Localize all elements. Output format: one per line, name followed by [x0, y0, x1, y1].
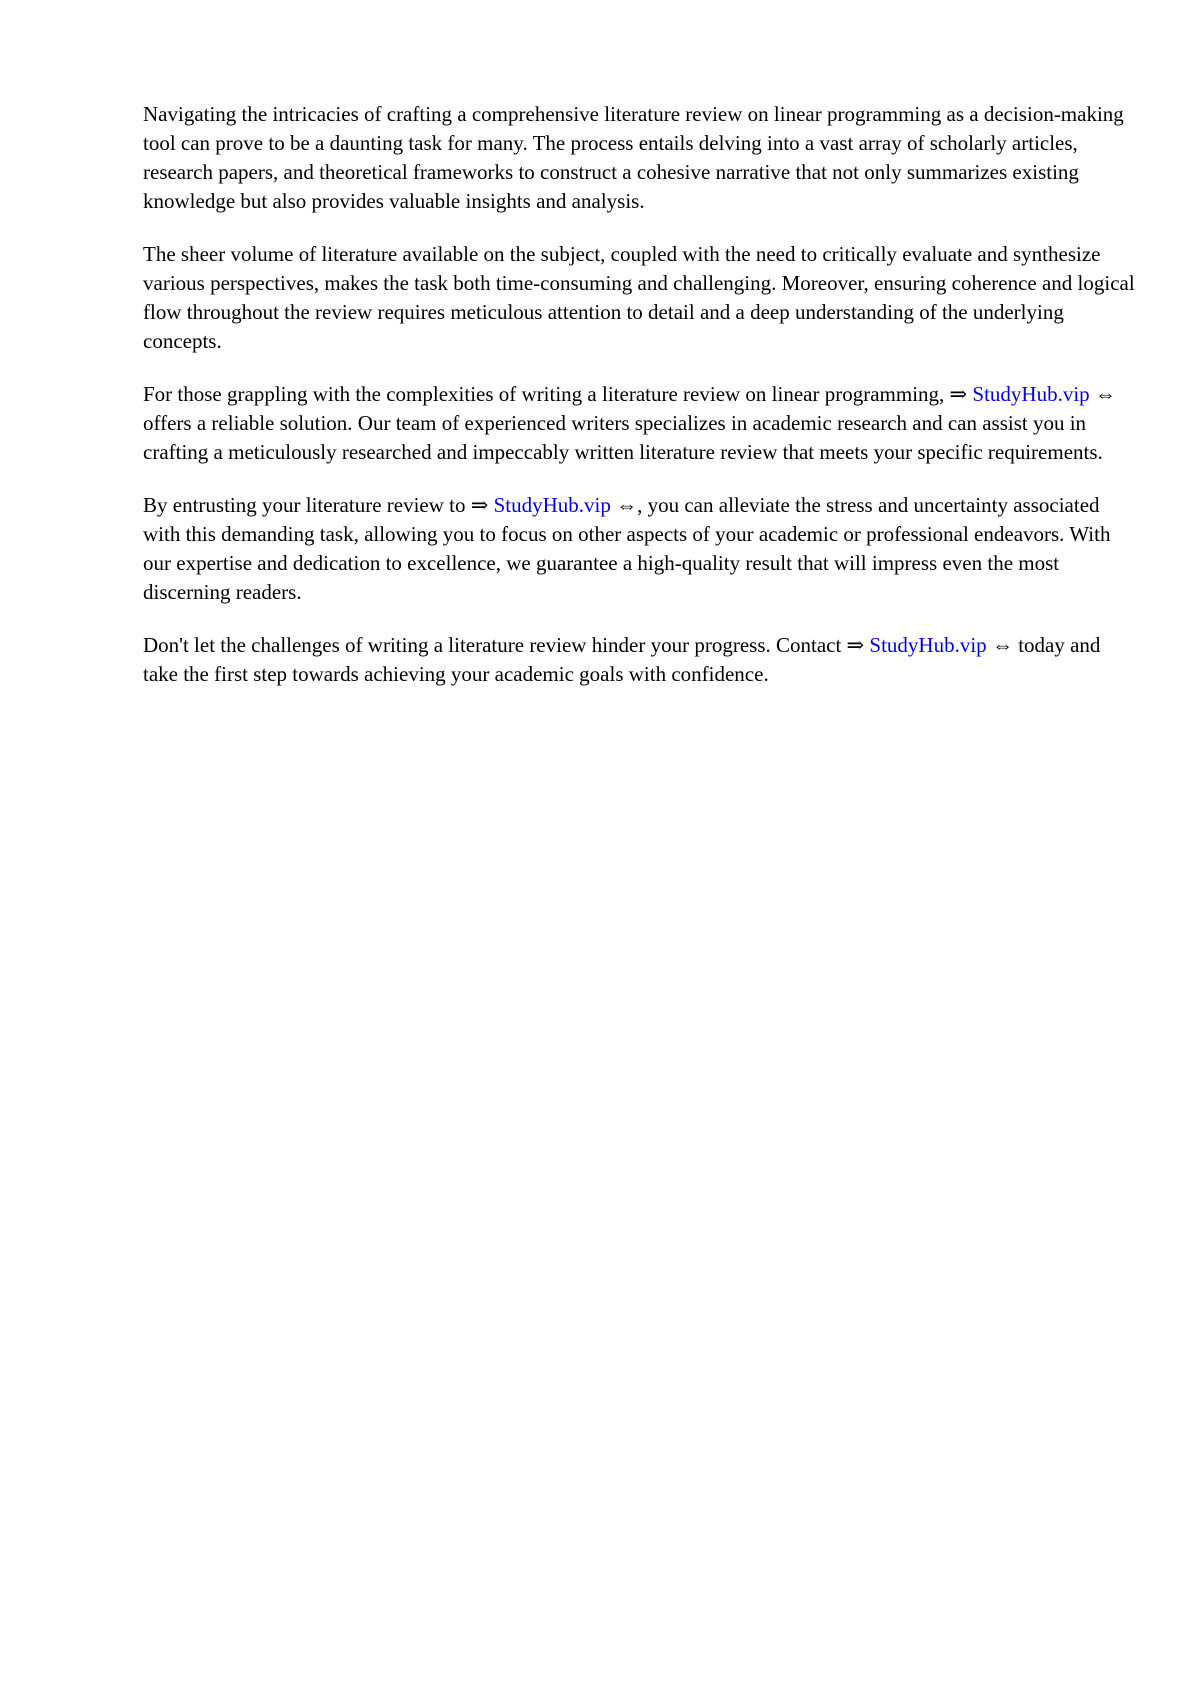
document-body — [143, 100, 1135, 713]
paragraph-text-after: ⇔ today and take the first step towards achieving your academic goals with confidence. — [143, 633, 1101, 686]
paragraph-challenges — [143, 240, 1135, 356]
studyhub-link[interactable]: StudyHub.vip — [972, 382, 1090, 406]
paragraph-text: Navigating the intricacies of crafting a comprehensive literature review on linear programming as a decision-making tool can prove to be a daunting task for many. The process entails delving into a vast array of scholarly articles, research papers, and theoretical frameworks to construct a cohesive narrative that not only summarizes existing knowledge but also provides valuable insights and analysis. — [143, 102, 1124, 213]
paragraph-text-before: Don't let the challenges of writing a literature review hinder your progress. Contact ⇒ — [143, 633, 870, 657]
studyhub-link[interactable]: StudyHub.vip — [869, 633, 987, 657]
paragraph-solution — [143, 380, 1135, 467]
paragraph-call-to-action — [143, 631, 1135, 689]
paragraph-text-before: By entrusting your literature review to ⇒ — [143, 493, 494, 517]
studyhub-link[interactable]: StudyHub.vip — [493, 493, 611, 517]
paragraph-intro — [143, 100, 1135, 216]
paragraph-text-after: ⇔, you can alleviate the stress and uncertainty associated with this demanding task, allowing you to focus on other aspects of your academic or professional endeavors. With our expertise and dedication to excellence, we guarantee a high-quality result that will impress even the most discerning readers. — [143, 493, 1111, 604]
paragraph-text-before: For those grappling with the complexities of writing a literature review on linear programming, ⇒ — [143, 382, 973, 406]
paragraph-text: The sheer volume of literature available on the subject, coupled with the need to critically evaluate and synthesize various perspectives, makes the task both time-consuming and challenging. Moreover, ensuring coherence and logical flow throughout the review requires meticulous attention to detail and a deep understanding of the underlying concepts. — [143, 242, 1135, 353]
paragraph-benefits — [143, 491, 1135, 607]
paragraph-text-after: ⇔ offers a reliable solution. Our team of experienced writers specializes in academic research and can assist you in crafting a meticulously researched and impeccably written literature review that meets your specific requirements. — [143, 382, 1116, 464]
